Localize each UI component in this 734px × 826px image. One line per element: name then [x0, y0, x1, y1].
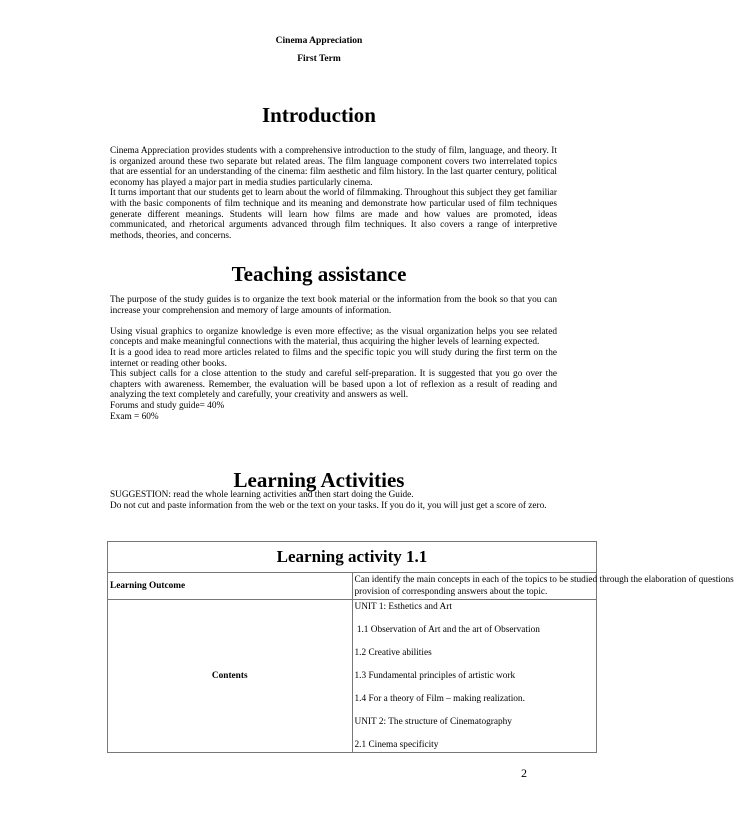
learning-activities-heading: Learning Activities: [233, 468, 405, 492]
learning-activity-title: Learning activity 1.1: [108, 542, 597, 573]
suggestion-text: SUGGESTION: read the whole learning activities and then start doing the Guide.: [110, 490, 414, 500]
contents-item: UNIT 2: The structure of Cinematography: [354, 717, 512, 727]
learning-activity-table: [107, 541, 734, 753]
learning-outcome-line-2: provision of corresponding answers about the topic.: [354, 587, 548, 597]
page-number: 2: [521, 766, 527, 780]
learning-outcome-line-1: Can identify the main concepts in each of the topics to be studied through the elaboration of questions: [354, 575, 734, 585]
teaching-paragraph-4: This subject calls for a close attention to the study and careful self-preparation. It is suggested that you go over the chapters with awareness. Remember, the evaluation will be based upon a lot of reflexion as a result of reading and analyzing the text completely and carefully, your creativity and answers as well.: [110, 369, 557, 401]
term-title: First Term: [297, 54, 341, 64]
contents-item: 1.3 Fundamental principles of artistic work: [354, 671, 516, 681]
warning-text: Do not cut and paste information from the web or the text on your tasks. If you do it, you will just get a score of zero.: [110, 500, 547, 511]
contents-item: 1.1 Observation of Art and the art of Observation: [354, 625, 540, 635]
table-title-row: [108, 542, 597, 573]
contents-label: Contents: [108, 600, 353, 753]
forums-weight: Forums and study guide= 40%: [110, 400, 225, 411]
introduction-paragraph-2: It turns important that our students get to learn about the world of filmmaking. Throughout this subject they get familiar with the basic components of film technique and its meaning and demonstrate how particular used of film techniques generate different meanings. Students will learn how films are made and how values are promoted, ideas communicated, and rhetorical arguments advanced through film techniques. It also covers a range of interpretive methods, theories, and concerns.: [110, 188, 557, 241]
learning-outcome-row: [108, 573, 597, 600]
introduction-text: [110, 146, 557, 241]
introduction-paragraph-1: Cinema Appreciation provides students with a comprehensive introduction to the study of film, language, and theory. It is organized around these two separate but related areas. The film language component covers two interrelated topics that are essential for an understanding of the cinema: film aesthetic and film history. In the last quarter century, political economy has played a major part in media studies particularly cinema.: [110, 146, 557, 188]
learning-outcome-text: [352, 573, 734, 600]
learning-outcome-label: Learning Outcome: [108, 573, 353, 600]
contents-item: UNIT 1: Esthetics and Art: [354, 602, 452, 612]
contents-row: [108, 600, 597, 753]
contents-list: [352, 600, 597, 753]
teaching-assistance-text: [110, 295, 557, 422]
teaching-paragraph-3: It is a good idea to read more articles related to films and the specific topic you will study during the first term on the internet or reading other books.: [110, 347, 557, 369]
exam-weight: Exam = 60%: [110, 411, 159, 422]
teaching-assistance-heading: Teaching assistance: [231, 262, 407, 286]
contents-item: 2.1 Cinema specificity: [354, 740, 439, 750]
teaching-paragraph-1: The purpose of the study guides is to organize the text book material or the information from the book so that you can increase your comprehension and memory of large amounts of information.: [110, 295, 557, 316]
introduction-heading: Introduction: [262, 103, 376, 127]
teaching-paragraph-2: Using visual graphics to organize knowledge is even more effective; as the visual organization helps you see related concepts and make meaningful connections with the material, thus acquiring the higher levels of learning expected.: [110, 326, 557, 348]
learning-activities-text: [110, 490, 557, 511]
contents-item: 1.2 Creative abilities: [354, 648, 432, 658]
course-title: Cinema Appreciation: [275, 36, 363, 46]
contents-item: 1.4 For a theory of Film – making realization.: [354, 694, 525, 704]
